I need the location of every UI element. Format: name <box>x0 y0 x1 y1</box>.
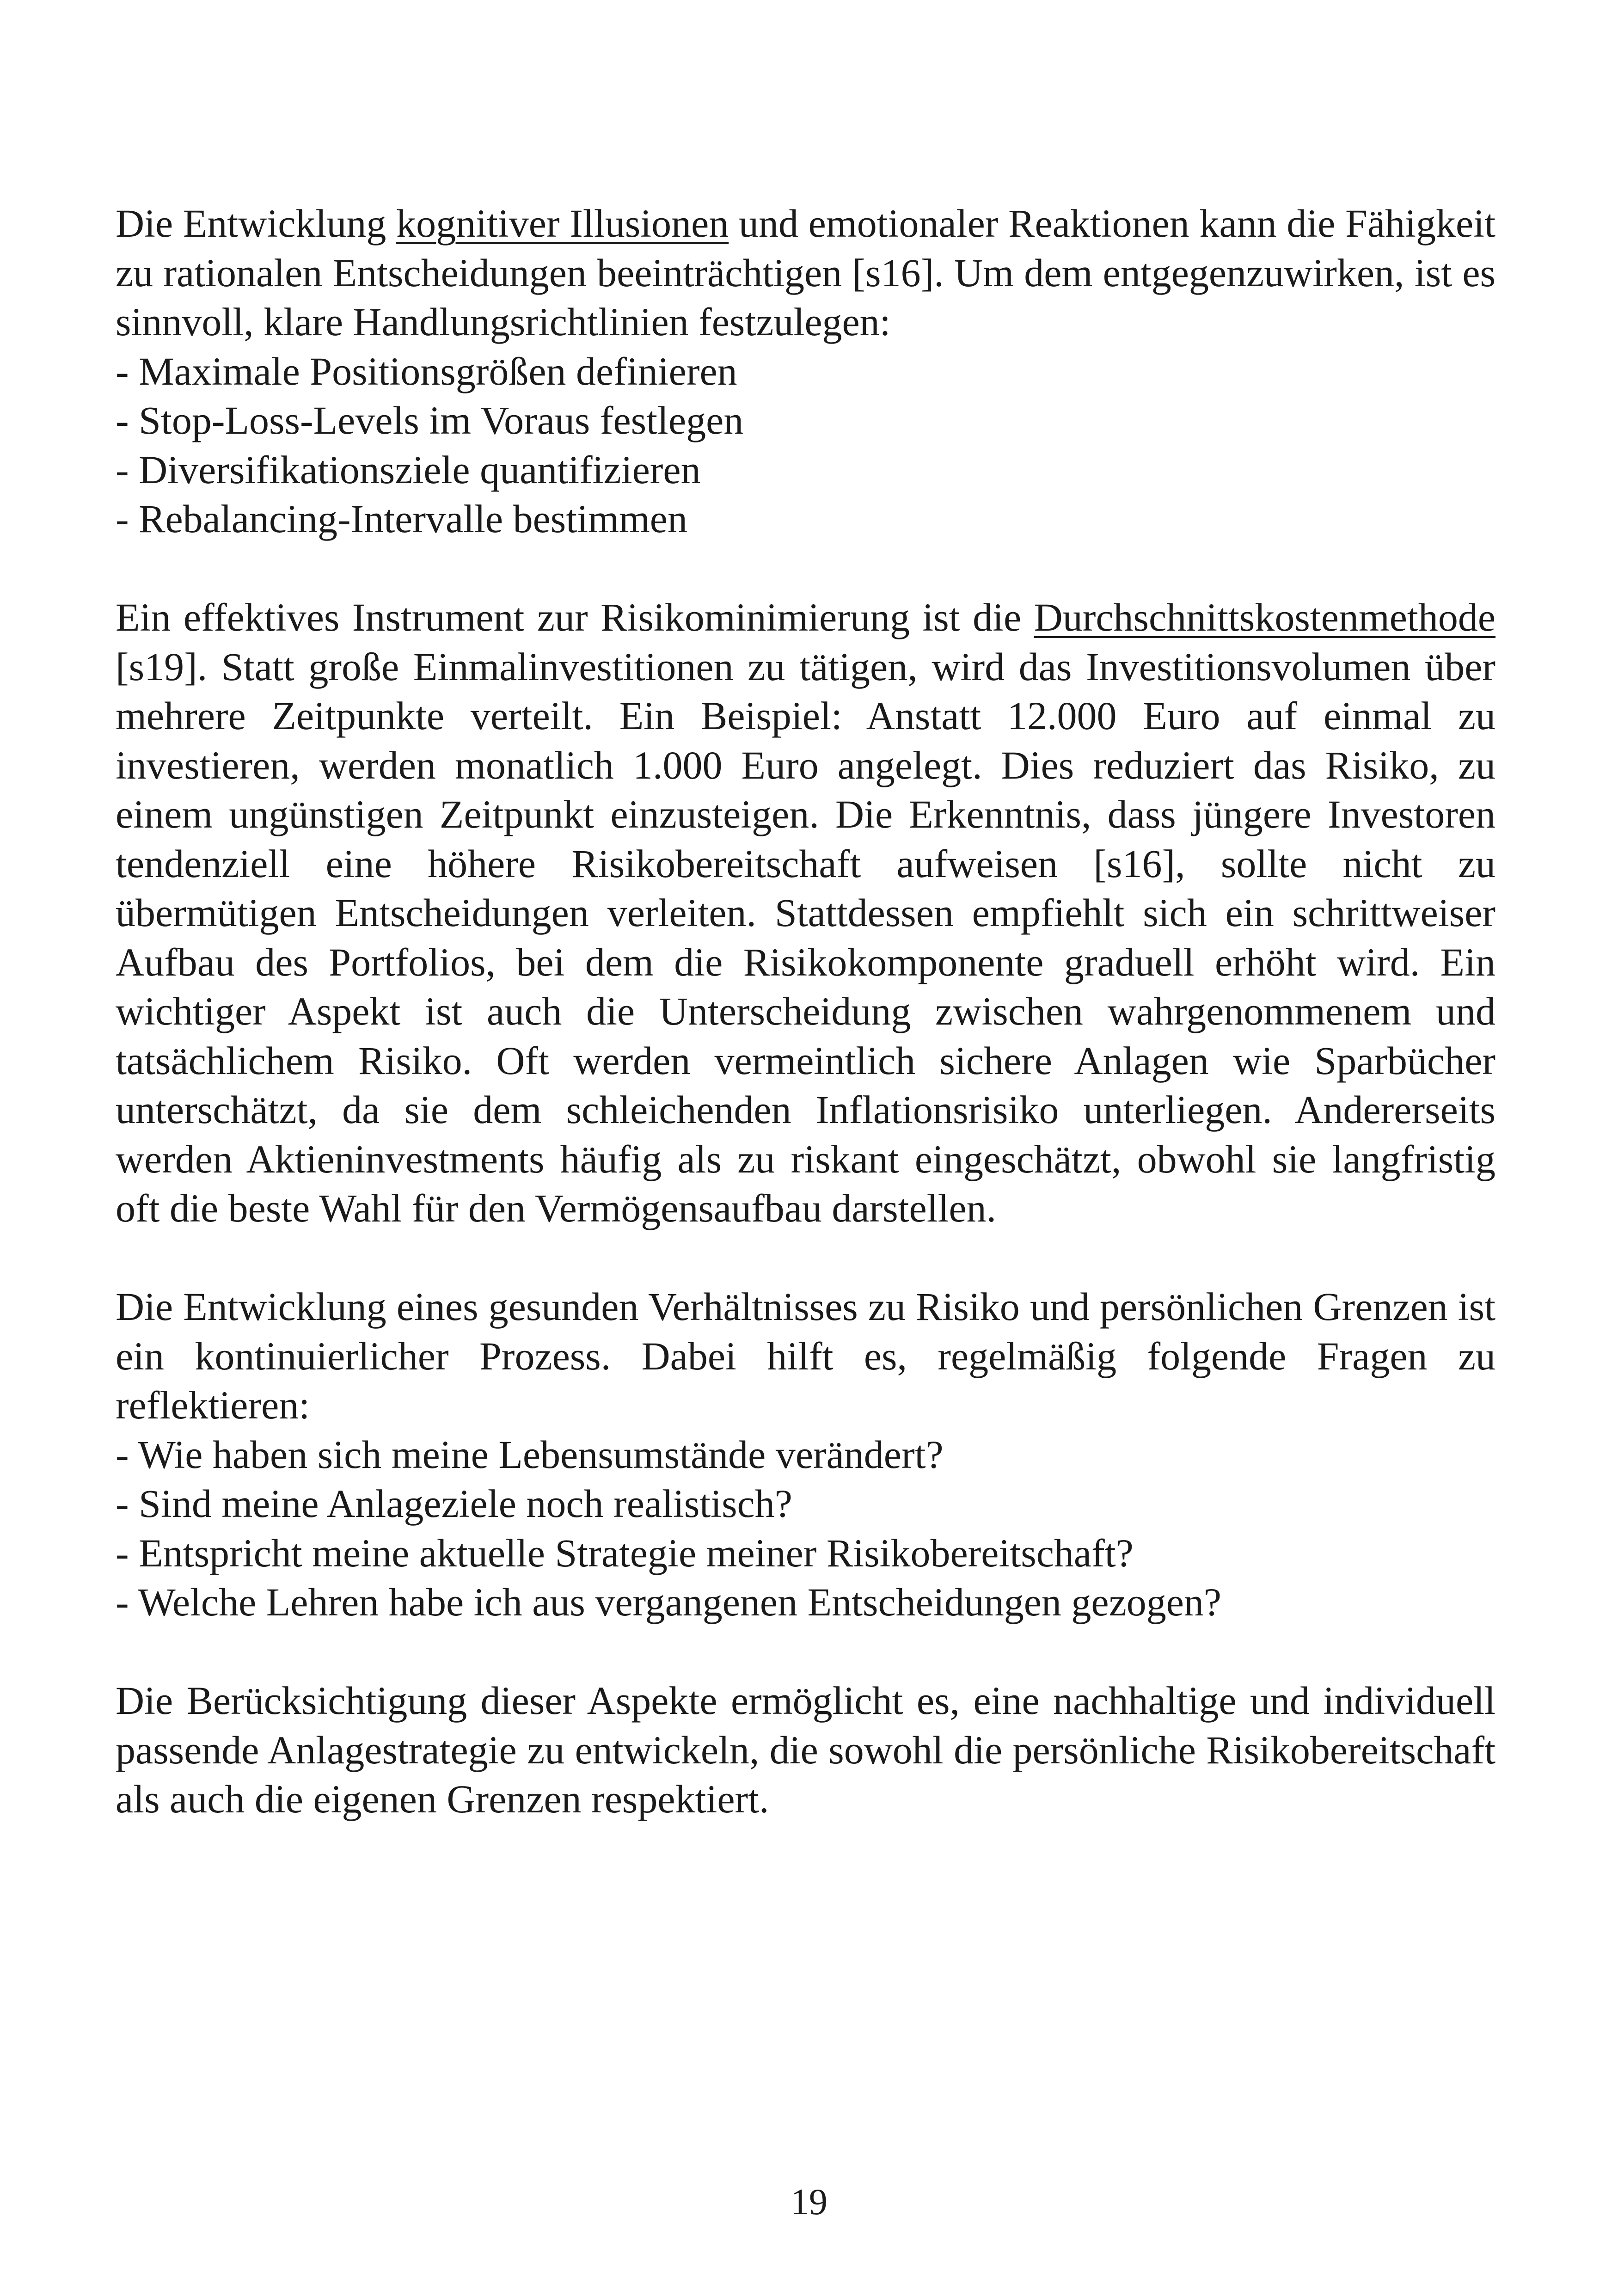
list-item: - Maximale Positionsgrößen definieren <box>116 349 737 393</box>
section-cost-averaging <box>116 593 1495 1233</box>
section-guidelines <box>116 199 1495 544</box>
link-kognitive-illusionen[interactable]: kognitiver Illusionen <box>396 201 729 246</box>
text-run: und emotionaler Reaktionen kann die Fähigkeit zu rationalen Entscheidungen beeinträchtigen [s16]. Um dem entgegenzuwirken, ist es sinnvoll, klare Handlungsrichtlinien festzulegen: <box>116 201 1495 344</box>
list-item: - Wie haben sich meine Lebensumstände verändert? <box>116 1432 944 1477</box>
section-conclusion <box>116 1676 1495 1824</box>
paragraph-cost-averaging <box>116 593 1495 1233</box>
list-item: - Welche Lehren habe ich aus vergangenen Entscheidungen gezogen? <box>116 1580 1222 1624</box>
list-item: - Entspricht meine aktuelle Strategie meiner Risikobereitschaft? <box>116 1530 1134 1575</box>
list-item: - Sind meine Anlageziele noch realistisch? <box>116 1481 792 1526</box>
paragraph-conclusion: Die Berücksichtigung dieser Aspekte ermöglicht es, eine nachhaltige und individuell passende Anlagestrategie zu entwickeln, die sowohl die persönliche Risikobereitschaft als auch die eigenen Grenzen respektiert. <box>116 1678 1495 1821</box>
text-run: [s19]. Statt große Einmalinvestitionen zu tätigen, wird das Investitionsvolumen über mehrere Zeitpunkte verteilt. Ein Beispiel: Anstatt 12.000 Euro auf einmal zu investieren, werden monatlich 1.000 Euro angelegt. Dies reduziert das Risiko, zu einem ungünstigen Zeitpunkt einzusteigen. Die Erkenntnis, dass jüngere Investoren tendenziell eine höhere Risikobereitschaft aufweisen [s16], sollte nicht zu übermütigen Entscheidungen verleiten. Stattdessen empfiehlt sich ein schrittweiser Aufbau des Portfolios, bei dem die Risikokomponente graduell erhöht wird. Ein wichtiger Aspekt ist auch die Unterscheidung zwischen wahrgenommenem und tatsächlichem Risiko. Oft werden vermeintlich sichere Anlagen wie Sparbücher unterschätzt, da sie dem schleichenden Inflationsrisiko unterliegen. Andererseits werden Aktieninvestments häufig als zu riskant eingeschätzt, obwohl sie langfristig oft die beste Wahl für den Vermögensaufbau darstellen. <box>116 644 1495 1230</box>
paragraph-cognitive-illusions <box>116 199 1495 347</box>
paragraph-reflection-intro: Die Entwicklung eines gesunden Verhältnisses zu Risiko und persönlichen Grenzen ist ein kontinuierlicher Prozess. Dabei hilft es, regelmäßig folgende Fragen zu reflektieren: <box>116 1284 1495 1427</box>
body-text <box>116 199 1495 1873</box>
text-run: Ein effektives Instrument zur Risikominimierung ist die <box>116 595 1034 639</box>
list-item: - Stop-Loss-Levels im Voraus festlegen <box>116 398 744 442</box>
text-run: Die Entwicklung <box>116 201 397 246</box>
list-item: - Diversifikationsziele quantifizieren <box>116 447 701 492</box>
page-number: 19 <box>791 2182 827 2222</box>
section-reflection-questions <box>116 1282 1495 1627</box>
link-durchschnittskostenmethode[interactable]: Durchschnittskostenmethode <box>1034 595 1495 639</box>
list-item: - Rebalancing-Intervalle bestimmen <box>116 497 687 541</box>
